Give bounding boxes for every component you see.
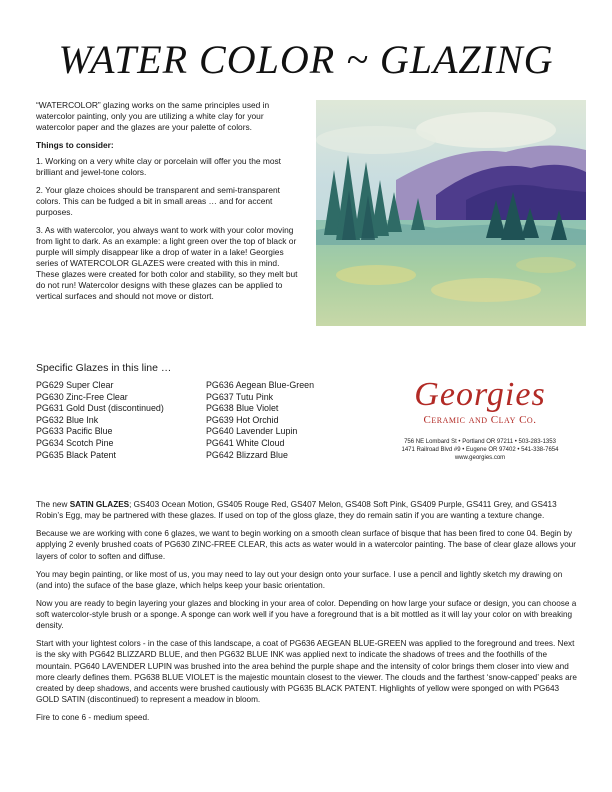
list-item: PG636 Aegean Blue-Green <box>206 380 315 390</box>
bisque-paragraph: Because we are working with cone 6 glazes, we want to begin working on a smooth clean surface of bisque that has been fired to cone 04. Begin by applying 2 evenly brushed coats of PG630 ZINC-FREE CLEAR, this acts as water would in a watercolor painting. The base of clear glaze allows your layers of color to soften and diffuse. <box>36 529 577 561</box>
list-item: PG642 Blizzard Blue <box>206 449 288 460</box>
list-item: PG635 Black Patent <box>36 449 116 460</box>
website: www.georgies.com <box>454 455 506 461</box>
address-block <box>372 438 588 462</box>
glaze-list-heading: Specific Glazes in this line … <box>36 362 172 374</box>
glaze-column-2 <box>206 380 376 461</box>
list-item: PG629 Super Clear <box>36 380 114 390</box>
landscape-painting-image <box>316 100 586 326</box>
list-item: PG639 Hot Orchid <box>206 414 279 425</box>
sketch-paragraph: You may begin painting, or like most of us, you may need to lay out your design onto your surface. I use a pencil and lightly sketch my drawing on (and into) the suface of the base glaze, which helps keep your basic orientation. <box>36 569 563 590</box>
intro-paragraph: “WATERCOLOR” glazing works on the same principles used in watercolor painting, only you are utilizing a white clay for your watercolor paper and the glazes are your palette of colors. <box>36 100 270 132</box>
point-2: 2. Your glaze choices should be transparent and semi-transparent colors. This can be fudged a bit in small areas … and for accent purposes. <box>36 185 280 217</box>
intro-column <box>36 100 304 309</box>
list-item: PG637 Tutu Pink <box>206 391 274 402</box>
point-3: 3. As with watercolor, you always want to work with your color moving from light to dark. As an example: a light green over the top of black or purple will simply disappear like a drop of water in a lake! Georgies series of WATERCOLOR GLAZES were created with this in mind. These glazes were created for both color and stability, so they melt but do not run! Watercolor designs with these glazes can be applied to vertical surfaces and should not move or distort. <box>36 225 298 301</box>
list-item: PG638 Blue Violet <box>206 403 279 414</box>
instructions-body <box>36 499 580 730</box>
page-title: WATER COLOR ~ GLAZING <box>58 37 554 82</box>
list-item: PG633 Pacific Blue <box>36 426 113 437</box>
satin-glazes-paragraph: The new SATIN GLAZES; GS403 Ocean Motion, GS405 Rouge Red, GS407 Melon, GS408 Soft Pink, GS409 Purple, GS411 Grey, and GS413 Robin’s Egg, may be partnered with these glazes. If used on top of the gloss glaze, they do remain satin if you are wanting a texture change. <box>36 500 557 521</box>
point-1: 1. Working on a very white clay or porcelain will offer you the most brilliant and jewel-tone colors. <box>36 156 282 177</box>
list-item: PG630 Zinc-Free Clear <box>36 391 128 402</box>
layering-paragraph: Now you are ready to begin layering your glazes and blocking in your area of color. Depending on how large your suface or design, you can choose a soft watercolor-style brush or a sponge. A sponge can work well if you have a foreground that is a bit mottled as it will lay your color on with breaking density. <box>36 598 577 631</box>
brand-name: Georgies <box>414 376 546 413</box>
firing-paragraph: Fire to cone 6 - medium speed. <box>36 713 150 723</box>
landscape-paragraph: Start with your lightest colors - in the case of this landscape, a coat of PG636 AEGEAN BLUE-GREEN was applied to the foreground and trees. Next is the sky with PG642 BLIZZARD BLUE, and then PG632 BLUE INK was applied next to indicate the shadows of trees and the foothills of the mountain. PG640 LAVENDER LUPIN was brushed into the area behind the purple shape and the intensity of color brings them closer into view and more clearly defines them. PG638 BLUE VIOLET is the majestic mountain closest to the viewer. The clouds and the farthest ‘snow-capped’ peaks are created by deep shadows, and accents were brushed cautiously with PG635 BLACK PATENT. Highlights of yellow were sponged on with PG643 GOLD SATIN (discontinued) to represent a meadow in bloom. <box>36 639 577 705</box>
georgies-logo <box>372 378 588 462</box>
brand-subtitle: Ceramic and Clay Co. <box>423 414 537 426</box>
list-item: PG632 Blue Ink <box>36 414 99 425</box>
things-heading: Things to consider: <box>36 140 114 150</box>
list-item: PG640 Lavender Lupin <box>206 426 298 437</box>
list-item: PG641 White Cloud <box>206 437 285 448</box>
address-portland: 756 NE Lombard St • Portland OR 97211 • 503-283-1353 <box>404 439 556 445</box>
address-eugene: 1471 Railroad Blvd #9 • Eugene OR 97402 • 541-338-7654 <box>401 447 559 453</box>
list-item: PG631 Gold Dust (discontinued) <box>36 403 164 414</box>
list-item: PG634 Scotch Pine <box>36 437 114 448</box>
glaze-column-1 <box>36 380 206 461</box>
